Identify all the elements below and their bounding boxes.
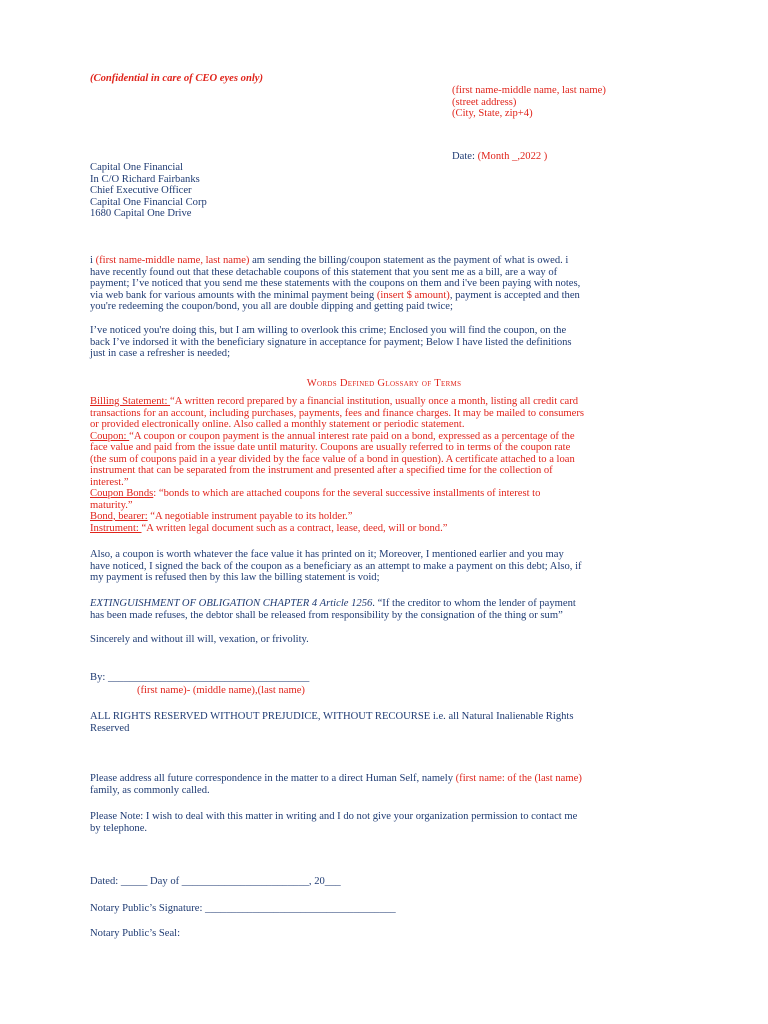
sender-name: (first name-middle name, last name) <box>452 85 606 96</box>
notary-signature-line: Notary Public’s Signature: ____________________________________ <box>90 903 396 914</box>
glossary-entry-bond-bearer: Bond, bearer: “A negotiable instrument payable to its holder.” <box>90 511 353 522</box>
glossary-entry-coupon: Coupon: “A coupon or coupon payment is the annual interest rate paid on a bond, expressed as a percentage of the <box>90 430 575 442</box>
sender-city: (City, State, zip+4) <box>452 108 533 119</box>
letter-date <box>452 151 547 163</box>
recipient-line: Chief Executive Officer <box>90 185 192 196</box>
placeholder-name: (first name-middle name, last name) <box>95 255 250 266</box>
signature-line: By: ______________________________________ <box>90 672 310 683</box>
placeholder-amount: (insert $ amount) <box>376 289 450 301</box>
sender-street: (street address) <box>452 96 517 108</box>
closing-line: Sincerely and without ill will, vexation, or frivolity. <box>90 634 309 645</box>
paragraph-correspondence: Please address all future correspondence in the matter to a direct Human Self, namely (first name: of the (last name) family, as commonly called. <box>90 773 582 796</box>
glossary-entry-billing: Billing Statement: “A written record prepared by a financial institution, usually once a month, listing all credit card <box>90 396 579 407</box>
glossary: Billing Statement: “A written record prepared by a financial institution, usually once a month, listing all credit card transactions for an account, including purchases, payments, fees and finance charges. It may be mailed to consumers or provided electronically online. Also called a monthly statement or periodic statement. Coupon: “A coupon or coupon payment is the annual interest rate paid on a bond, expressed as a percentage of the face value and paid from the issue date until maturity. Coupons are usually referred to in terms of the coupon rate (the sum of coupons paid in a year divided by the face value of a bond in question). A certificate attached to a loan instrument that can be separated from the instrument and presented after a specified time for the collection of interest.” Coupon Bonds: “bonds to which are attached coupons for the several successive installments of interest to maturity.” Bond, bearer: “A negotiable instrument payable to its holder.” Instrument: “A written legal document such as a contract, lease, deed, will or bond.” <box>90 396 585 534</box>
sender-address <box>452 85 606 120</box>
rights-reserved: ALL RIGHTS RESERVED WITHOUT PREJUDICE, WITHOUT RECOURSE i.e. all Natural Inalienable Rights Reserved <box>90 711 574 734</box>
term-coupon: Coupon: <box>90 430 130 442</box>
date-value: (Month _,2022 ) <box>477 151 548 162</box>
term-billing: Billing Statement: <box>90 396 171 407</box>
dated-line: Dated: _____ Day of ________________________, 20___ <box>90 876 341 887</box>
date-label: Date: <box>452 151 478 162</box>
paragraph-coupon-worth: Also, a coupon is worth whatever the face value it has printed on it; Moreover, I mentioned earlier and you may have noticed, I signed the back of the coupon as a beneficiary as an attempt to make a payment on this debt; Also, if my payment is refused then by this law the billing statement is void; <box>90 549 582 583</box>
glossary-title: Words Defined Glossary of Terms <box>306 378 462 389</box>
recipient-address <box>90 162 207 220</box>
term-coupon-bonds: Coupon Bonds <box>90 488 154 499</box>
paragraph-intro: i (first name-middle name, last name) am sending the billing/coupon statement as the payment of what is owed. i have recently found out that these detachable coupons of this statement that you sent me as a bill, are a way of payment; I’ve noticed that you send me these statements with the coupons on them and i've been paying with notes, via web bank for various amounts with the minimal payment being (insert $ amount), payment is accepted and then you're redeeming the coupon/bond, you all are double dipping and getting paid twice; <box>90 255 581 312</box>
legal-citation: EXTINGUISHMENT OF OBLIGATION CHAPTER 4 Article 1256 <box>90 598 373 609</box>
recipient-line: Capital One Financial Corp <box>90 196 207 208</box>
placeholder-self-name: (first name: of the (last name) <box>455 773 582 784</box>
paragraph-extinguishment: EXTINGUISHMENT OF OBLIGATION CHAPTER 4 Article 1256. “If the creditor to whom the lender of payment has been made refuses, the debtor shall be released from responsibility by the consignation of the thing or sum” <box>90 598 576 621</box>
term-bond-bearer: Bond, bearer: <box>90 511 148 522</box>
paragraph-note: Please Note: I wish to deal with this matter in writing and I do not give your organization permission to contact me by telephone. <box>90 811 578 834</box>
recipient-line: 1680 Capital One Drive <box>90 208 192 219</box>
glossary-entry-instrument: Instrument: “A written legal document such as a contract, lease, deed, will or bond.” <box>90 522 448 534</box>
recipient-line: In C/O Richard Fairbanks <box>90 173 200 185</box>
notary-seal-line: Notary Public’s Seal: <box>90 928 181 939</box>
term-instrument: Instrument: <box>90 522 142 534</box>
paragraph-overlook: I’ve noticed you're doing this, but I am willing to overlook this crime; Enclosed you will find the coupon, on the back I’ve indorsed it with the beneficiary signature in acceptance for payment; Below I have listed the definitions just in case a refresher is needed; <box>90 325 572 359</box>
confidential-note: (Confidential in care of CEO eyes only) <box>90 73 264 84</box>
signature-name: (first name)- (middle name),(last name) <box>137 685 305 696</box>
recipient-line: Capital One Financial <box>90 162 183 173</box>
glossary-entry-coupon-bonds: Coupon Bonds: “bonds to which are attached coupons for the several successive installments of interest to <box>90 488 541 499</box>
